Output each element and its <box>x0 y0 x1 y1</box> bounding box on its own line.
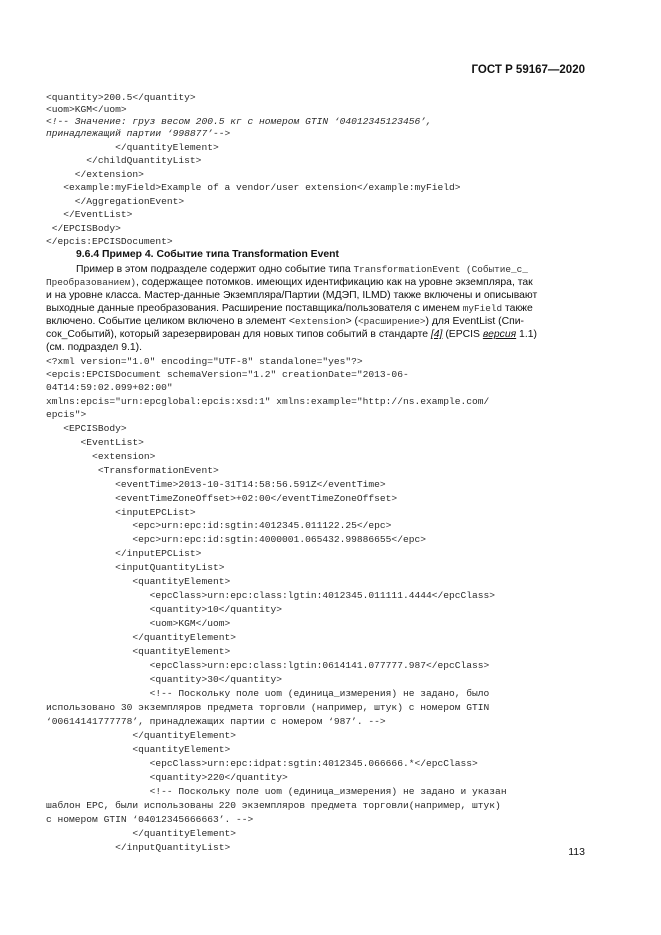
code-line: </AggregationEvent> <box>46 196 185 207</box>
code-line: </EPCISBody> <box>46 223 121 234</box>
code-line: <quantity>30</quantity> <box>46 674 283 685</box>
standard-header: ГОСТ Р 59167—2020 <box>471 64 585 76</box>
code-line: </quantityElement> <box>46 142 219 153</box>
reference-link[interactable]: [4] <box>430 329 443 340</box>
code-line: <epcClass>urn:epc:class:lgtin:0614141.077777.987</epcClass> <box>46 660 490 671</box>
code-line: 04T14:59:02.099+02:00" <box>46 382 173 393</box>
code-line: <epc>urn:epc:id:sgtin:4000001.065432.99886655</epc> <box>46 534 426 545</box>
code-line: <quantity>220</quantity> <box>46 772 288 783</box>
code-line: <epcis:EPCISDocument schemaVersion="1.2" creationDate="2013-06- <box>46 369 409 380</box>
code-line: <inputEPCList> <box>46 507 196 518</box>
code-comment: <!-- Поскольку поле uom (единица_измерения) не задано и указан <box>46 786 507 797</box>
code-line: <inputQuantityList> <box>46 562 225 573</box>
code-line: <quantityElement> <box>46 744 231 755</box>
code-comment: шаблон EPC, были использованы 220 экземпляров предмета торговли(например, штук) <box>46 800 501 811</box>
code-line: <eventTime>2013-10-31T14:58:56.591Z</eventTime> <box>46 479 386 490</box>
code-line: </epcis:EPCISDocument> <box>46 236 173 247</box>
code-line: </inputQuantityList> <box>46 842 231 853</box>
code-line: <epcClass>urn:epc:class:lgtin:4012345.011111.4444</epcClass> <box>46 590 496 601</box>
code-line: <epcClass>urn:epc:idpat:sgtin:4012345.066666.*</epcClass> <box>46 758 478 769</box>
paragraph-line: включено. Событие целиком включено в элемент <extension> (<расширение>) для EventList (Спи- <box>46 316 524 327</box>
version-link[interactable]: версия <box>482 329 517 340</box>
code-line: <EPCISBody> <box>46 423 127 434</box>
code-comment: <!-- Значение: груз весом 200.5 кг с номером GTIN ‘04012345123456’, <box>46 116 432 127</box>
code-line: </extension> <box>46 169 144 180</box>
section-heading: 9.6.4 Пример 4. Событие типа Transformation Event <box>76 249 339 260</box>
code-line: <uom>KGM</uom> <box>46 618 231 629</box>
code-comment: использовано 30 экземпляров предмета торговли (например, штук) с номером GTIN <box>46 702 490 713</box>
code-line: <TransformationEvent> <box>46 465 219 476</box>
paragraph-line: и на уровне класса. Мастер-данные Экземпляра/Партии (МДЭП, ILMD) также включены и описывают <box>46 290 538 301</box>
code-line: </inputEPCList> <box>46 548 202 559</box>
code-line: <EventList> <box>46 437 144 448</box>
code-line: <eventTimeZoneOffset>+02:00</eventTimeZoneOffset> <box>46 493 398 504</box>
paragraph-line: выходные данные преобразования. Расширение поставщика/пользователя с именем myField также <box>46 303 533 314</box>
code-line: </quantityElement> <box>46 828 236 839</box>
code-line: <epc>urn:epc:id:sgtin:4012345.011122.25</epc> <box>46 520 392 531</box>
code-comment: с номером GTIN ‘04012345666663’. --> <box>46 814 254 825</box>
code-line: </quantityElement> <box>46 730 236 741</box>
code-line: <quantity>10</quantity> <box>46 604 283 615</box>
code-line: epcis"> <box>46 409 87 420</box>
code-comment: <!-- Поскольку поле uom (единица_измерения) не задано, было <box>46 688 490 699</box>
code-line: xmlns:epcis="urn:epcglobal:epcis:xsd:1" xmlns:example="http://ns.example.com/ <box>46 396 490 407</box>
code-line: </childQuantityList> <box>46 155 202 166</box>
paragraph-line: Преобразованием), содержащее потомков. имеющих идентификацию как на уровне экземпляра, так <box>46 277 533 288</box>
code-line: <uom>KGM</uom> <box>46 104 127 115</box>
code-line: <?xml version="1.0" encoding="UTF-8" standalone="yes"?> <box>46 356 363 367</box>
paragraph-line: сок_Событий), который зарезервирован для новых типов событий в стандарте [4] (EPCIS версия 1.1) <box>46 329 537 340</box>
code-comment: ‘00614141777778’, принадлежащих партии с номером ‘987’. --> <box>46 716 386 727</box>
code-line: <extension> <box>46 451 156 462</box>
code-line: </quantityElement> <box>46 632 236 643</box>
code-comment: принадлежащий партии ‘998877’--> <box>46 128 231 139</box>
page-number: 113 <box>568 846 585 858</box>
code-line: </EventList> <box>46 209 133 220</box>
code-line: <quantityElement> <box>46 646 231 657</box>
code-line: <example:myField>Example of a vendor/user extension</example:myField> <box>46 182 461 193</box>
code-line: <quantity>200.5</quantity> <box>46 92 196 103</box>
paragraph-line: Пример в этом подразделе содержит одно событие типа TransformationEvent (Событие_с_ <box>76 264 528 275</box>
paragraph-line: (см. подраздел 9.1). <box>46 342 143 353</box>
code-line: <quantityElement> <box>46 576 231 587</box>
